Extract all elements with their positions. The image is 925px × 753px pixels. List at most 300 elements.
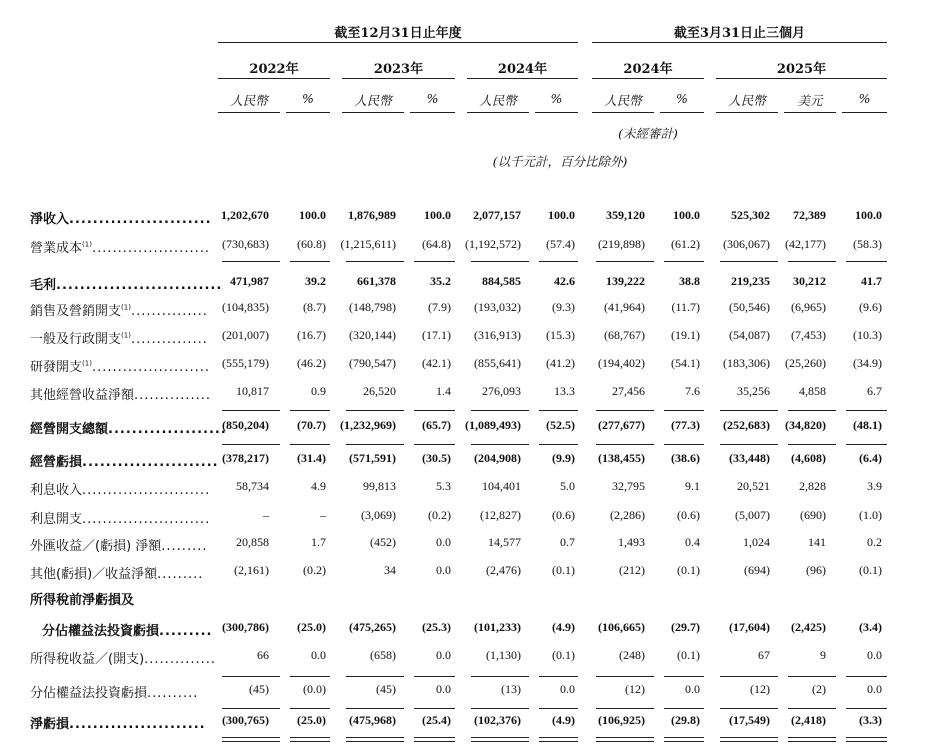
table-cell: (300,786) (222, 620, 269, 634)
total-double-line (414, 737, 455, 738)
row-label: 利息開支......................... (30, 512, 211, 527)
row-label: 毛利............................ (30, 278, 223, 293)
subtotal-line (664, 708, 704, 709)
subtotal-line (596, 410, 654, 411)
table-cell: (65.7) (422, 418, 451, 432)
table-cell: 30,212 (793, 274, 826, 288)
table-cell: 41.7 (861, 274, 882, 288)
table-cell: (33,448) (729, 451, 770, 465)
total-double-line (222, 737, 280, 738)
year-underline (218, 78, 330, 79)
subtotal-line (414, 410, 455, 411)
table-cell: (45) (249, 682, 269, 696)
table-cell: (1,232,969) (340, 418, 396, 432)
table-cell: (12,827) (480, 508, 521, 522)
table-cell: (12) (625, 682, 645, 696)
table-cell: 14,577 (488, 535, 521, 549)
table-cell: 4.9 (311, 479, 326, 493)
column-header: % (302, 91, 314, 106)
table-cell: 1.7 (311, 535, 326, 549)
column-header: % (858, 91, 871, 106)
table-cell: (41,964) (604, 300, 645, 314)
table-cell: 27,456 (612, 384, 645, 398)
table-cell: 0.7 (560, 535, 575, 549)
row-label: 利息收入......................... (30, 483, 211, 498)
table-cell: (2,161) (234, 563, 269, 577)
table-cell: (68,767) (604, 328, 645, 342)
table-cell: (1,089,493) (465, 418, 521, 432)
table-cell: (0.1) (552, 648, 575, 662)
table-cell: (5,007) (735, 508, 770, 522)
year-header: 2022年 (249, 62, 299, 77)
subtotal-line (290, 708, 330, 709)
subtotal-line (846, 676, 887, 677)
table-cell: 525,302 (731, 208, 770, 222)
total-double-line (720, 737, 778, 738)
table-cell: (658) (370, 648, 396, 662)
column-underline (842, 112, 887, 113)
row-label: 所得稅前淨虧損及 (30, 593, 135, 608)
table-cell: (0.1) (859, 563, 882, 577)
table-cell: (50,546) (729, 300, 770, 314)
table-cell: (252,683) (723, 418, 770, 432)
subtotal-line (720, 261, 778, 262)
row-label: 所得稅收益／(開支).............. (30, 652, 217, 667)
table-cell: (61.2) (671, 237, 700, 251)
table-cell: 9.1 (685, 479, 700, 493)
subtotal-line (788, 261, 836, 262)
table-cell: (2,418) (791, 713, 826, 727)
subtotal-line (346, 261, 404, 262)
table-cell: (25.4) (422, 713, 451, 727)
total-double-line (346, 741, 404, 742)
table-cell: (31.4) (297, 451, 326, 465)
table-cell: 35.2 (430, 274, 451, 288)
column-header: % (676, 91, 688, 106)
row-label: 分佔權益法投資虧損......... (42, 624, 213, 639)
subtotal-line (539, 676, 578, 677)
table-cell: (54.1) (671, 356, 700, 370)
table-cell: 276,093 (482, 384, 521, 398)
total-double-line (788, 741, 836, 742)
subtotal-line (539, 410, 578, 411)
table-cell: (571,591) (349, 451, 396, 465)
table-cell: (38.6) (671, 451, 700, 465)
total-double-line (596, 737, 654, 738)
year-header: 2024年 (623, 62, 673, 77)
table-cell: (29.7) (671, 620, 700, 634)
total-double-line (846, 741, 887, 742)
year-header: 2023年 (373, 62, 424, 77)
row-label: 外匯收益／(虧損) 淨額......... (30, 539, 208, 554)
table-cell: (212) (619, 563, 645, 577)
table-cell: (0.2) (303, 563, 326, 577)
table-cell: (3,069) (361, 508, 396, 522)
table-cell: 42.6 (554, 274, 575, 288)
row-label: 淨虧損....................... (30, 717, 206, 732)
table-cell: 0.9 (311, 384, 326, 398)
table-cell: 1,202,670 (221, 208, 269, 222)
table-cell: – (263, 508, 269, 522)
table-cell: 0.0 (867, 648, 882, 662)
table-cell: 13.3 (554, 384, 575, 398)
table-cell: (70.7) (297, 418, 326, 432)
table-cell: (13) (501, 682, 521, 696)
column-underline (342, 112, 404, 113)
table-cell: (1,130) (486, 648, 521, 662)
subtotal-line (539, 261, 578, 262)
table-cell: (52.5) (546, 418, 575, 432)
table-cell: 67 (758, 648, 770, 662)
subtotal-line (539, 708, 578, 709)
table-cell: 0.0 (436, 682, 451, 696)
group-header-three-months: 截至3月31日止三個月 (673, 26, 806, 41)
table-cell: (204,908) (474, 451, 521, 465)
table-cell: (7,453) (791, 328, 826, 342)
table-cell: 10,817 (236, 384, 269, 398)
table-cell: 35,256 (737, 384, 770, 398)
total-double-line (346, 737, 404, 738)
subtotal-line (346, 676, 404, 677)
subtotal-line (346, 444, 404, 445)
table-cell: 34 (384, 563, 396, 577)
table-cell: (1,215,611) (340, 237, 396, 251)
table-cell: 100.0 (855, 208, 882, 222)
year-underline (467, 78, 578, 79)
table-cell: 20,521 (737, 479, 770, 493)
total-double-line (846, 737, 887, 738)
table-cell: (0.6) (552, 508, 575, 522)
table-cell: (2,476) (486, 563, 521, 577)
year-underline (342, 78, 455, 79)
column-header: % (550, 91, 563, 106)
table-cell: (3.4) (859, 620, 882, 634)
table-cell: (34.9) (853, 356, 882, 370)
table-cell: 99,813 (363, 479, 396, 493)
table-cell: 4,858 (799, 384, 826, 398)
column-underline (467, 112, 529, 113)
subtotal-line (720, 708, 778, 709)
table-cell: (96) (806, 563, 826, 577)
column-underline (218, 112, 280, 113)
table-cell: 7.6 (685, 384, 700, 398)
table-cell: (58.3) (853, 237, 882, 251)
total-double-line (471, 737, 529, 738)
table-cell: (48.1) (853, 418, 882, 432)
table-cell: (7.9) (428, 300, 451, 314)
row-label: 經營開支總額.................... (30, 422, 227, 437)
column-header: 人民幣 (230, 93, 268, 108)
table-cell: (219,898) (598, 237, 645, 251)
row-label: 銷售及營銷開支$^{(1)}$............... (30, 303, 208, 319)
group-header-fiscal-year: 截至12月31日止年度 (334, 26, 462, 41)
table-cell: (183,306) (723, 356, 770, 370)
table-cell: (3.3) (859, 713, 882, 727)
table-cell: (29.8) (671, 713, 700, 727)
table-cell: (77.3) (671, 418, 700, 432)
table-cell: (148,798) (349, 300, 396, 314)
row-label: 其他(虧損)／收益淨額......... (30, 567, 204, 582)
table-cell: (1,192,572) (465, 237, 521, 251)
table-cell: (850,204) (222, 418, 269, 432)
subtotal-line (346, 708, 404, 709)
column-header: % (426, 91, 439, 106)
table-cell: 0.0 (685, 682, 700, 696)
row-label: 經營虧損....................... (30, 455, 219, 470)
year-underline (716, 78, 887, 79)
subtotal-line (846, 444, 887, 445)
table-cell: (102,376) (474, 713, 521, 727)
unit-note: (以千元計，百分比除外) (492, 154, 628, 169)
table-cell: (0.2) (428, 508, 451, 522)
table-cell: (201,007) (222, 328, 269, 342)
table-cell: (694) (744, 563, 770, 577)
table-cell: 141 (808, 535, 826, 549)
table-cell: 0.0 (436, 648, 451, 662)
table-cell: (25.0) (297, 713, 326, 727)
table-cell: (6.4) (859, 451, 882, 465)
table-cell: (60.8) (297, 237, 326, 251)
table-cell: 661,378 (357, 274, 396, 288)
total-double-line (788, 737, 836, 738)
table-cell: (17,604) (729, 620, 770, 634)
subtotal-line (290, 676, 330, 677)
table-cell: (306,067) (723, 237, 770, 251)
subtotal-line (471, 676, 529, 677)
column-header: 美元 (797, 93, 823, 108)
subtotal-line (596, 708, 654, 709)
table-cell: (855,641) (474, 356, 521, 370)
subtotal-line (596, 676, 654, 677)
subtotal-line (664, 261, 704, 262)
column-underline (286, 112, 330, 113)
table-cell: 0.0 (560, 682, 575, 696)
table-cell: (16.7) (297, 328, 326, 342)
table-cell: (0.0) (303, 682, 326, 696)
table-cell: (475,265) (349, 620, 396, 634)
table-cell: (4.9) (552, 620, 575, 634)
table-cell: (6,965) (791, 300, 826, 314)
table-cell: 0.2 (867, 535, 882, 549)
unaudited-note: (未經審計) (618, 126, 678, 141)
table-cell: 0.0 (436, 563, 451, 577)
subtotal-line (471, 444, 529, 445)
table-cell: (9.3) (552, 300, 575, 314)
subtotal-line (539, 444, 578, 445)
table-cell: 3.9 (867, 479, 882, 493)
table-cell: (106,925) (598, 713, 645, 727)
table-cell: 104,401 (482, 479, 521, 493)
table-cell: 219,235 (731, 274, 770, 288)
column-header: 人民幣 (728, 93, 766, 108)
table-cell: (4.9) (552, 713, 575, 727)
table-cell: 1,024 (743, 535, 770, 549)
table-cell: (138,455) (598, 451, 645, 465)
table-cell: (57.4) (546, 237, 575, 251)
table-cell: 100.0 (424, 208, 451, 222)
column-underline (535, 112, 578, 113)
table-cell: (34,820) (785, 418, 826, 432)
subtotal-line (414, 676, 455, 677)
subtotal-line (664, 676, 704, 677)
table-cell: (42,177) (785, 237, 826, 251)
table-cell: 20,858 (236, 535, 269, 549)
row-label: 分佔權益法投資虧損.......... (30, 686, 199, 701)
column-underline (592, 112, 654, 113)
table-cell: (15.3) (546, 328, 575, 342)
table-cell: (45) (376, 682, 396, 696)
subtotal-line (471, 708, 529, 709)
subtotal-line (664, 410, 704, 411)
table-cell: (320,144) (349, 328, 396, 342)
table-cell: (25.3) (422, 620, 451, 634)
total-double-line (664, 741, 704, 742)
subtotal-line (596, 444, 654, 445)
table-cell: (0.1) (677, 563, 700, 577)
table-cell: (0.6) (677, 508, 700, 522)
column-header: 人民幣 (354, 93, 392, 108)
table-cell: 1,493 (618, 535, 645, 549)
subtotal-line (222, 261, 280, 262)
table-cell: (10.3) (853, 328, 882, 342)
subtotal-line (290, 261, 330, 262)
table-cell: (54,087) (729, 328, 770, 342)
subtotal-line (471, 410, 529, 411)
table-cell: (41.2) (546, 356, 575, 370)
table-cell: (316,913) (474, 328, 521, 342)
table-cell: (9.6) (859, 300, 882, 314)
table-cell: (452) (370, 535, 396, 549)
column-underline (784, 112, 836, 113)
table-cell: (25.0) (297, 620, 326, 634)
table-cell: 1,876,989 (348, 208, 396, 222)
subtotal-line (596, 261, 654, 262)
table-cell: (2,286) (610, 508, 645, 522)
table-cell: 884,585 (482, 274, 521, 288)
total-double-line (596, 741, 654, 742)
table-cell: (2) (812, 682, 826, 696)
table-cell: 100.0 (673, 208, 700, 222)
table-cell: 58,734 (236, 479, 269, 493)
table-cell: 26,520 (363, 384, 396, 398)
table-cell: (46.2) (297, 356, 326, 370)
row-label: 研發開支$^{(1)}$....................... (30, 359, 210, 375)
group-underline-fy (218, 42, 578, 43)
table-cell: (1.0) (859, 508, 882, 522)
total-double-line (414, 741, 455, 742)
subtotal-line (290, 410, 330, 411)
year-underline (592, 78, 704, 79)
subtotal-line (222, 708, 280, 709)
table-cell: 5.3 (436, 479, 451, 493)
table-cell: (2,425) (791, 620, 826, 634)
table-cell: 100.0 (548, 208, 575, 222)
table-cell: (19.1) (671, 328, 700, 342)
subtotal-line (788, 444, 836, 445)
table-cell: (0.1) (677, 648, 700, 662)
row-label: 一般及行政開支$^{(1)}$............... (30, 331, 208, 347)
table-cell: (12) (750, 682, 770, 696)
total-double-line (290, 737, 330, 738)
table-cell: (378,217) (222, 451, 269, 465)
total-double-line (290, 741, 330, 742)
subtotal-line (788, 708, 836, 709)
table-cell: (193,032) (474, 300, 521, 314)
subtotal-line (414, 261, 455, 262)
subtotal-line (846, 410, 887, 411)
table-cell: (17,549) (729, 713, 770, 727)
table-cell: 2,077,157 (473, 208, 521, 222)
column-underline (716, 112, 778, 113)
table-cell: – (320, 508, 326, 522)
table-cell: 66 (257, 648, 269, 662)
column-underline (410, 112, 455, 113)
table-cell: 0.4 (685, 535, 700, 549)
row-label: 營業成本$^{(1)}$....................... (30, 240, 210, 256)
table-cell: (42.1) (422, 356, 451, 370)
table-cell: (194,402) (598, 356, 645, 370)
table-cell: (555,179) (222, 356, 269, 370)
subtotal-line (290, 444, 330, 445)
table-cell: 0.0 (436, 535, 451, 549)
total-double-line (539, 737, 578, 738)
table-cell: (248) (619, 648, 645, 662)
table-cell: (104,835) (222, 300, 269, 314)
subtotal-line (222, 410, 280, 411)
row-label: 淨收入........................ (30, 212, 212, 227)
table-cell: (11.7) (671, 300, 700, 314)
year-header: 2025年 (776, 62, 827, 77)
table-cell: (64.8) (422, 237, 451, 251)
subtotal-line (720, 410, 778, 411)
subtotal-line (720, 444, 778, 445)
table-cell: (730,683) (222, 237, 269, 251)
subtotal-line (720, 676, 778, 677)
total-double-line (664, 737, 704, 738)
total-double-line (222, 741, 280, 742)
year-header: 2024年 (497, 62, 548, 77)
subtotal-line (788, 676, 836, 677)
table-cell: 39.2 (305, 274, 326, 288)
subtotal-line (346, 410, 404, 411)
column-header: 人民幣 (604, 93, 642, 108)
table-cell: (475,968) (349, 713, 396, 727)
table-cell: 6.7 (867, 384, 882, 398)
column-underline (660, 112, 704, 113)
table-cell: (101,233) (474, 620, 521, 634)
table-cell: (690) (800, 508, 826, 522)
group-underline-q (592, 42, 887, 43)
table-cell: 0.0 (311, 648, 326, 662)
table-cell: (8.7) (303, 300, 326, 314)
table-cell: 100.0 (299, 208, 326, 222)
table-cell: (106,665) (598, 620, 645, 634)
subtotal-line (664, 444, 704, 445)
table-cell: (0.1) (552, 563, 575, 577)
table-cell: (25,260) (785, 356, 826, 370)
table-cell: 0.0 (867, 682, 882, 696)
table-cell: 1.4 (436, 384, 451, 398)
subtotal-line (846, 261, 887, 262)
table-cell: (17.1) (422, 328, 451, 342)
subtotal-line (471, 261, 529, 262)
table-cell: (790,547) (349, 356, 396, 370)
table-cell: 5.0 (560, 479, 575, 493)
subtotal-line (414, 444, 455, 445)
subtotal-line (222, 444, 280, 445)
table-cell: 32,795 (612, 479, 645, 493)
table-cell: 359,120 (606, 208, 645, 222)
